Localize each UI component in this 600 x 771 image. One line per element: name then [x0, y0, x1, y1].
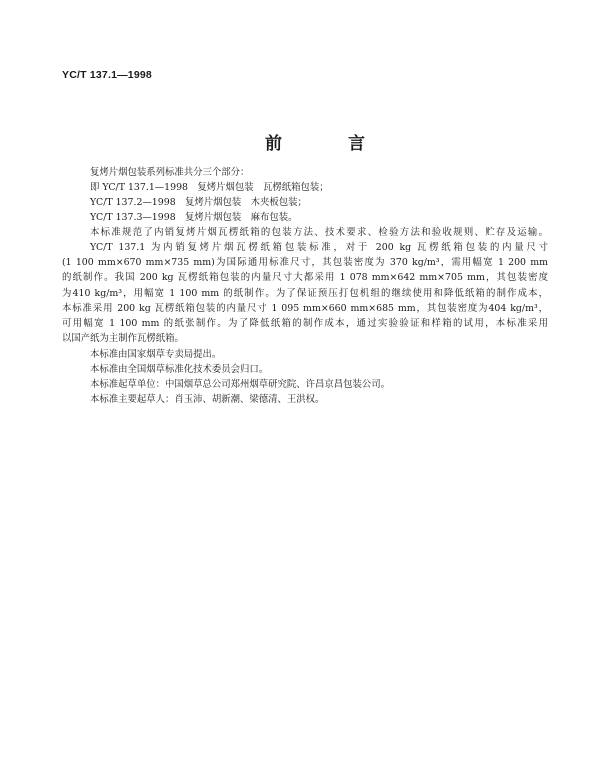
drafters-line: 本标准主要起草人：肖玉沛、胡新潮、梁德清、王洪权。	[90, 394, 325, 405]
part-2-line: YC/T 137.2—1998 复烤片烟包装 木夹板包装；	[90, 197, 307, 208]
part-3-line: YC/T 137.3—1998 复烤片烟包装 麻布包装。	[90, 212, 298, 223]
committee-line: 本标准由全国烟草标准化技术委员会归口。	[90, 364, 269, 375]
intro-line: 复烤片烟包装系列标准共分三个部分：	[90, 167, 250, 178]
proposer-line: 本标准由国家烟草专卖局提出。	[90, 349, 222, 360]
part-1-line: 即 YC/T 137.1—1998 复烤片烟包装 瓦楞纸箱包装；	[90, 182, 329, 193]
drafting-unit-line: 本标准起草单位：中国烟草总公司郑州烟草研究院、许昌京昌包装公司。	[90, 379, 391, 390]
paragraph-line: YC/T 137.1 为内销复烤片烟瓦楞纸箱包装标准，对于 200 kg 瓦楞纸箱包装的内量尺寸	[90, 242, 548, 253]
scope-line: 本标准规范了内销复烤片烟瓦楞纸箱的包装方法、技术要求、检验方法和验收规则、贮存及运输。	[90, 227, 548, 238]
paragraph-line: 可用幅宽 1 100 mm 的纸张制作。为了降低纸箱的制作成本，通过实验验证和样箱的试用，本标准采用	[62, 318, 548, 329]
paragraph-line: 以国产纸为主制作瓦楞纸箱。	[62, 333, 184, 344]
paragraph-line: 为410 kg/m³，用幅宽 1 100 mm 的纸制作。为了保证预压打包机组的继续使用和降低纸箱的制作成本，	[62, 288, 548, 299]
paragraph-line: 的纸制作。我国 200 kg 瓦楞纸箱包装的内量尺寸大都采用 1 078 mm×642 mm×705 mm，其包装密度	[62, 272, 548, 283]
page-title: 前 言	[265, 134, 395, 154]
standard-code-header: YC/T 137.1—1998	[62, 69, 152, 81]
paragraph-line: 本标准采用 200 kg 瓦楞纸箱包装的内量尺寸 1 095 mm×660 mm×685 mm，其包装密度为404 kg/m³，	[62, 303, 548, 314]
paragraph-line: (1 100 mm×670 mm×735 mm)为国际通用标准尺寸，其包装密度为 370 kg/m³，需用幅宽 1 200 mm	[62, 257, 548, 268]
